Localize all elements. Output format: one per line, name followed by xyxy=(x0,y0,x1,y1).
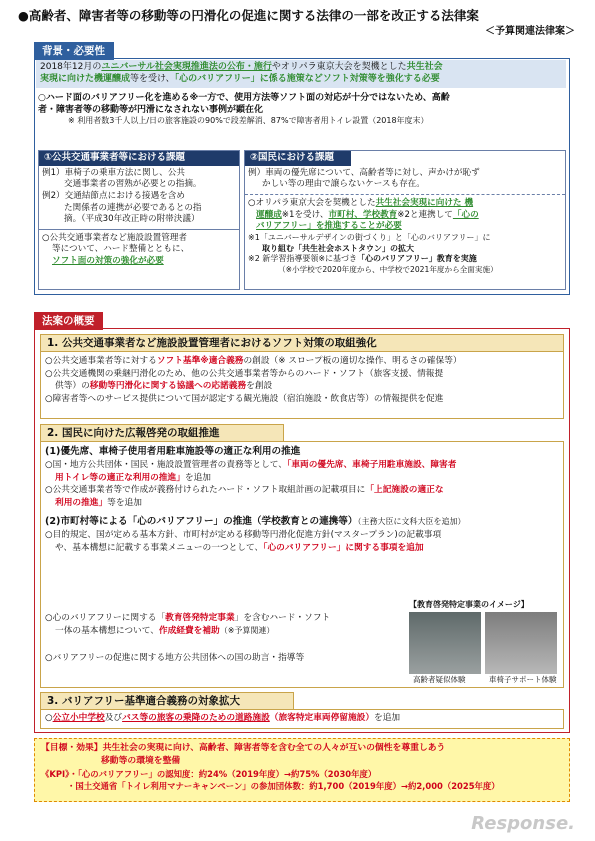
right-point-highlight: 「心の xyxy=(452,209,479,220)
right-note: 「心のバリアフリー」教育を実施 xyxy=(357,254,477,264)
intro-highlight: 実現に向けた機運醸成 xyxy=(40,74,131,85)
right-example: かしい等の理由で譲らないケースも存在。 xyxy=(262,179,425,190)
s1-highlight: 移動等円滑化に関する協議への応諾義務 xyxy=(89,381,247,392)
section-1-box xyxy=(40,351,564,419)
s1-item: を創設 xyxy=(246,381,273,392)
s2-item: ○心のバリアフリーに関する「 xyxy=(45,613,166,623)
s2-item: や、基本構想に記載する事業メニューの一つとして、 xyxy=(55,542,264,553)
s1-item: ○公共交通機関の乗継円滑化のため、他の公共交通事業者等からのハード・ソフト（旅客支援、情報提 xyxy=(45,368,444,379)
s2-item: 等を追加 xyxy=(107,497,142,508)
right-point-highlight: 運醸成 xyxy=(256,209,282,220)
left-example: 摘。（平成30年改正時の附帯決議） xyxy=(64,214,200,225)
s1-item: 供等）の xyxy=(55,381,90,392)
intro-text: 2018年12月の xyxy=(40,62,102,72)
s3-highlight: 公立小中学校 xyxy=(52,713,105,723)
intro-text: やオリパラ東京大会を契機とした xyxy=(271,62,407,72)
s1-highlight: ソフト基準※適合義務 xyxy=(156,356,244,366)
left-point: ○公共交通事業者など施設設置管理者 xyxy=(42,232,187,243)
intro-highlight: 共生社会 xyxy=(406,62,443,72)
background-intro xyxy=(36,60,566,88)
right-issue-box xyxy=(244,150,566,290)
intro-need: 「心のバリアフリー」に係る施策などソフト対策等を強化する必要 xyxy=(174,74,440,85)
photo-caption-1: 高齢者疑似体験 xyxy=(413,675,466,684)
goal-line: 移動等の環境を整備 xyxy=(101,755,181,766)
s2-item: ○公共交通事業者等で作成が義務付けられたハード・ソフト取組計画の記載項目に xyxy=(45,485,366,496)
s2-item-note: （※予算関連） xyxy=(219,626,275,636)
s2-item: を追加 xyxy=(184,472,211,483)
s2-highlight: 作成経費を補助 xyxy=(158,626,220,637)
right-note: （※小学校で2020年度から、中学校で2021年度から全面実施） xyxy=(278,265,498,275)
issue-block xyxy=(38,92,566,127)
left-point: 等について、ハード整備とともに、 xyxy=(52,244,190,255)
s2-item: ○国・地方公共団体・国民・施設設置管理者の責務等として、 xyxy=(45,459,287,470)
s3-item: を追加 xyxy=(374,713,401,723)
right-point: ※2と連携して xyxy=(397,209,453,220)
issue-note: ※ 利用者数3千人以上/日の旅客施設の90%で段差解消、87%で障害者用トイレ設置（2018年度末） xyxy=(68,116,429,126)
right-point-highlight: バリアフリー」を推進することが必要 xyxy=(256,221,402,232)
s2-item: 」を含むハード・ソフト xyxy=(234,613,331,623)
goal-line: 【目標・効果】共生社会の実現に向け、高齢者、障害者等を含む全ての人々が互いの個性を尊重しあう xyxy=(41,743,446,753)
s2-item: ○目的規定、国が定める基本方針、市町村が定める移動等円滑化促進方針(マスタープラン)の記載事項 xyxy=(45,530,442,541)
goal-box xyxy=(34,738,570,802)
section-3-box xyxy=(40,709,564,729)
section-3-header: 3. バリアフリー基準適合義務の対象拡大 xyxy=(40,692,294,710)
kpi-line: ・国土交通省「トイレ利用マナーキャンペーン」の参加団体数：約1,700（2019年度）→約2,000（2025年度） xyxy=(67,780,500,791)
s1-item: ○公共交通事業者等に対する xyxy=(45,356,157,366)
photo-elderly-simulation xyxy=(409,612,481,674)
s2-highlight: 用トイレ等の適正な利用の推進」 xyxy=(55,472,185,483)
photo-caption-2: 車椅子サポート体験 xyxy=(489,675,557,684)
s2-item-group xyxy=(45,612,405,665)
intro-law: ユニバーサル社会実現推進法の公布・施行 xyxy=(101,62,272,72)
s1-item: の創設（※ スロープ板の適切な操作、明るさの確保等） xyxy=(243,356,462,366)
s3-item: ○ xyxy=(45,713,53,723)
s2-highlight: 「上記施設の適正な xyxy=(365,485,444,496)
right-example: 例）車両の優先席について、高齢者等に対し、声かけが恥ず xyxy=(248,167,480,178)
s2-subheading: (2)市町村等による「心のバリアフリー」の推進（学校教育との連携等） xyxy=(45,516,358,528)
left-example: 例2）交通結節点における接遇を含め xyxy=(42,191,185,201)
background-tab: 背景・必要性 xyxy=(34,42,114,60)
s3-highlight: バス等の旅客の乗降のための道路施設 xyxy=(122,713,270,723)
left-point-highlight: ソフト面の対策の強化が必要 xyxy=(52,255,164,266)
left-example: 例1）車椅子の乗車方法に関し、公共 xyxy=(42,167,185,178)
issue-line: ○ハード面のバリアフリー化を進める※一方で、使用方法等ソフト面の対応が十分ではないため、高齢 xyxy=(38,93,450,103)
section-1-header: 1. 公共交通事業者など施設設置管理者におけるソフト対策の取組強化 xyxy=(40,334,564,352)
right-issue-header: ②国民における課題 xyxy=(245,151,351,166)
right-point-highlight: 市町村、学校教育 xyxy=(328,209,398,220)
right-note: 取り組む「共生社会ホストタウン」の拡大 xyxy=(262,243,414,253)
left-issue-header: ①公共交通事業者等における課題 xyxy=(39,151,239,166)
s1-item: ○障害者等へのサービス提供について国が認定する観光施設（宿泊施設・飲食店等）の情報提供を促進 xyxy=(45,393,444,404)
s2-highlight: 「心のバリアフリー」に関する事項を追加 xyxy=(263,542,424,553)
kpi-line: 《KPI》・「心のバリアフリー」の認知度：約24%（2019年度）→約75%（2030年度） xyxy=(41,768,377,779)
intro-text: 等を受け、 xyxy=(130,74,175,85)
section-2-box xyxy=(40,441,564,688)
s2-highlight: 教育啓発特定事業 xyxy=(165,613,235,623)
right-point: ※1を受け、 xyxy=(281,209,329,220)
right-point: ○オリパラ東京大会を契機とした xyxy=(248,198,376,208)
watermark-logo: Response. xyxy=(471,813,575,834)
image-caption: 【教育啓発特定事業のイメージ】 xyxy=(409,600,529,609)
left-example: 交通事業者の習熟が必要との指摘。 xyxy=(64,179,202,190)
right-point-highlight: 共生社会実現に向けた 機 xyxy=(375,198,474,208)
issue-line: 者・障害者等の移動等が円滑になされない事例が顕在化 xyxy=(38,105,264,116)
document-title: ●高齢者、障害者等の移動等の円滑化の促進に関する法律の一部を改正する法律案 xyxy=(18,8,479,23)
s2-item: 一体の基本構想について、 xyxy=(55,626,159,637)
s2-item: ○バリアフリーの促進に関する地方公共団体への国の助言・指導等 xyxy=(45,653,305,664)
summary-tab: 法案の概要 xyxy=(34,312,103,330)
s3-highlight: （旅客特定車両停留施設） xyxy=(269,713,375,723)
s2-highlight: 利用の推進」 xyxy=(55,497,108,508)
s3-item: 及び xyxy=(104,713,123,723)
s2-subheading: (1)優先席、車椅子使用者用駐車施設等の適正な利用の推進 xyxy=(45,446,301,457)
s2-subheading-note: （主務大臣に文科大臣を追加） xyxy=(357,517,466,527)
s2-highlight: 「車両の優先席、車椅子用駐車施設、障害者 xyxy=(286,459,457,470)
section-2-header: 2. 国民に向けた広報啓発の取組推進 xyxy=(40,424,284,442)
right-note: ※2 新学習指導要領※に基づき xyxy=(248,254,358,264)
left-example: た関係者の連携が必要であるとの指 xyxy=(64,202,202,213)
right-note: ※1「ユニバーサルデザインの街づくり」と「心のバリアフリー」に xyxy=(248,232,491,242)
left-issue-box xyxy=(38,150,240,290)
document-subtitle: ＜予算関連法律案＞ xyxy=(485,26,575,37)
photo-wheelchair-support xyxy=(485,612,557,674)
